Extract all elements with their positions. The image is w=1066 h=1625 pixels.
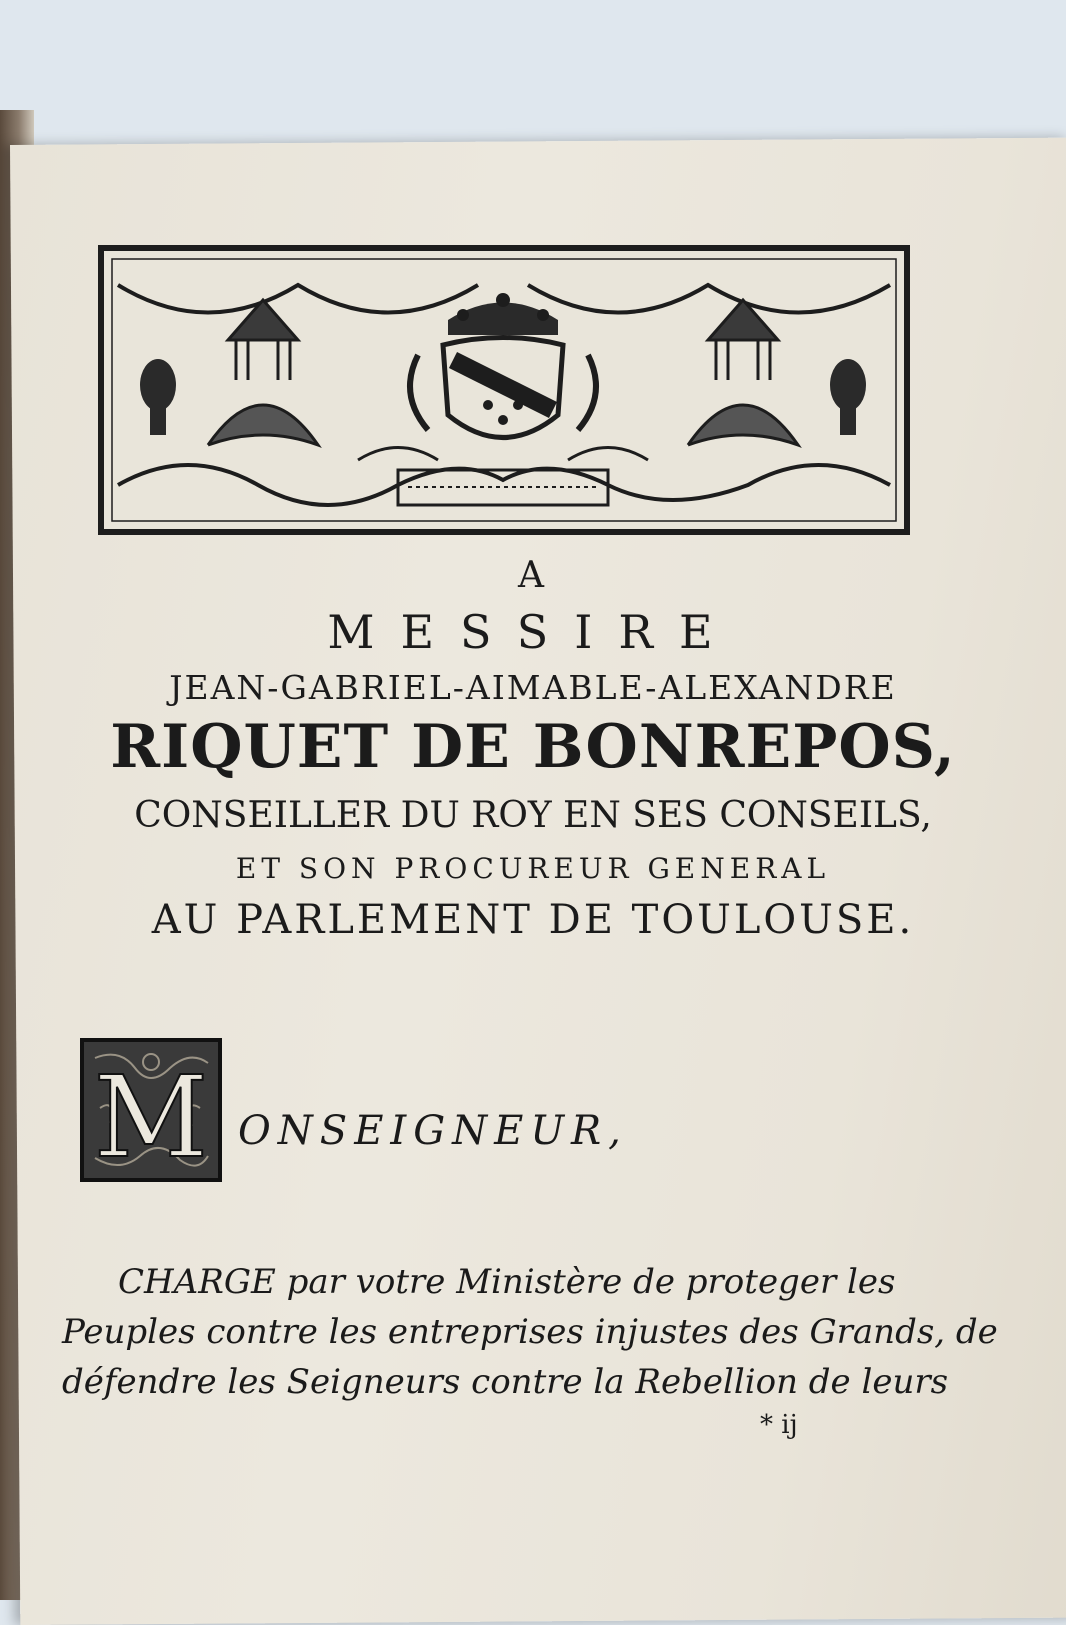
heading-parlement: AU PARLEMENT DE TOULOUSE. bbox=[151, 897, 915, 943]
heading-messire: MESSIRE bbox=[327, 605, 739, 659]
heading-family-name: RIQUET DE BONREPOS, bbox=[110, 712, 956, 782]
heading-given-names: JEAN-GABRIEL-AIMABLE-ALEXANDRE bbox=[169, 668, 897, 707]
body-line-2: Peuples contre les entreprises injustes des Grands, de bbox=[62, 1312, 998, 1352]
salutation: ONSEIGNEUR, bbox=[238, 1108, 628, 1154]
heading-a: A bbox=[518, 555, 548, 596]
signature-mark: * ij bbox=[760, 1410, 798, 1440]
heading-procureur: ET SON PROCUREUR GENERAL bbox=[235, 852, 831, 885]
body-line-3: défendre les Seigneurs contre la Rebellion de leurs bbox=[62, 1362, 949, 1402]
ornamental-headpiece bbox=[98, 245, 910, 535]
heading-conseiller: CONSEILLER DU ROY EN SES CONSEILS, bbox=[134, 795, 932, 836]
decorated-dropcap bbox=[80, 1038, 222, 1182]
dropcap-letter: M bbox=[93, 1053, 209, 1182]
body-line-1: CHARGE par votre Ministère de proteger les bbox=[118, 1262, 896, 1302]
